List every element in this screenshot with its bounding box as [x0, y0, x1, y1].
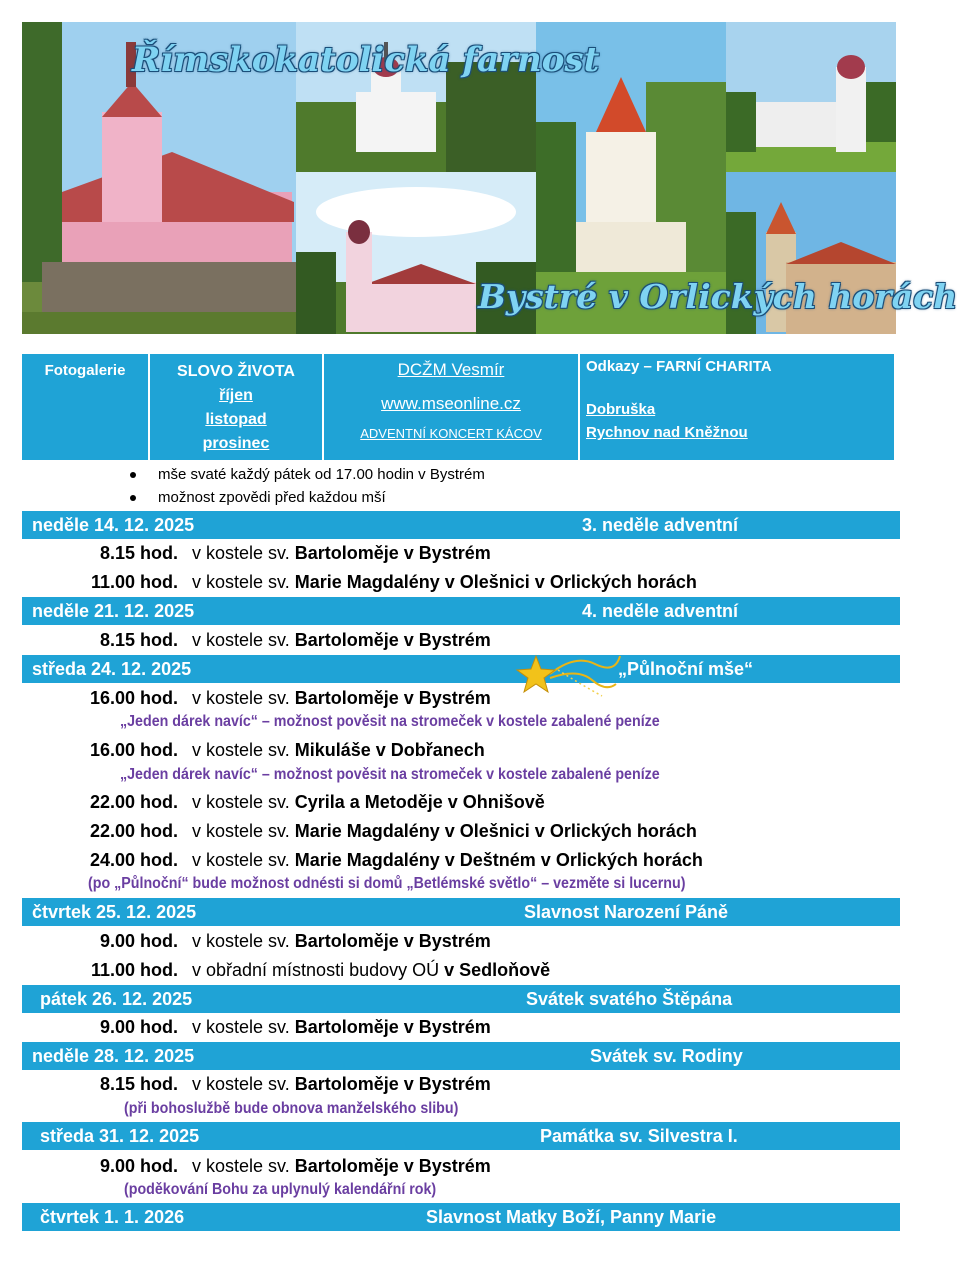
day-feast: 4. neděle adventní — [582, 601, 739, 621]
mass-place: v kostele sv. Bartoloměje v Bystrém — [192, 630, 491, 650]
fotogalerie-link[interactable]: Fotogalerie — [44, 362, 126, 379]
nav-cell-fotogalerie — [22, 354, 148, 460]
mass-time: 16.00 hod. — [89, 688, 178, 708]
mass-place: v kostele sv. Bartoloměje v Bystrém — [192, 1156, 491, 1176]
list-item — [130, 486, 485, 509]
day-header — [22, 898, 900, 926]
mass-row — [0, 818, 900, 846]
day-header — [22, 511, 900, 539]
day-date: neděle 28. 12. 2025 — [32, 1046, 195, 1066]
dczm-vesmir-link[interactable]: DCŽM Vesmír — [397, 360, 505, 379]
mass-time: 9.00 hod. — [99, 1017, 178, 1037]
mass-place: v kostele sv. Marie Magdalény v Olešnici v Orlických horách — [192, 572, 697, 592]
day-feast: 3. neděle adventní — [582, 515, 739, 535]
mass-place: v kostele sv. Bartoloměje v Bystrém — [192, 688, 491, 708]
mass-row — [0, 1153, 900, 1181]
mass-place: v kostele sv. Bartoloměje v Bystrém — [192, 1017, 491, 1037]
day-feast: Svátek svatého Štěpána — [526, 989, 733, 1009]
mass-time: 11.00 hod. — [90, 960, 178, 980]
month-link-listopad[interactable]: listopad — [205, 411, 267, 428]
info-bullets — [130, 463, 485, 509]
bullet-icon — [130, 495, 136, 501]
mass-row — [0, 847, 900, 875]
day-date: neděle 21. 12. 2025 — [32, 601, 195, 621]
slovo-zivota-label: SLOVO ŽIVOTA — [177, 363, 295, 380]
mass-place: v kostele sv. Bartoloměje v Bystrém — [192, 543, 491, 563]
nav-cell-charita — [580, 354, 894, 460]
mass-time: 8.15 hod. — [99, 1074, 178, 1094]
mass-note: (při bohoslužbě bude obnova manželského slibu) — [124, 1100, 459, 1117]
day-date: neděle 14. 12. 2025 — [32, 515, 195, 535]
mass-row — [0, 1014, 900, 1042]
parish-title: Římskokatolická farnost — [132, 40, 600, 80]
mass-row — [0, 569, 900, 597]
mass-row — [0, 737, 900, 765]
dobruska-link[interactable]: Dobruška — [586, 401, 656, 418]
day-feast: Svátek sv. Rodiny — [590, 1046, 743, 1066]
mass-note: (po „Půlnoční“ bude možnost odnésti si domů „Betlémské světlo“ – vezměte si lucernu) — [88, 875, 686, 892]
day-feast: Slavnost Narození Páně — [524, 902, 729, 922]
mass-row — [0, 1071, 900, 1099]
mass-place: v obřadní místnosti budovy OÚ v Sedloňově — [192, 960, 551, 980]
mass-row — [0, 540, 900, 568]
mass-row — [0, 957, 900, 985]
mass-row — [0, 685, 900, 713]
mass-note: (poděkování Bohu za uplynulý kalendářní rok) — [124, 1181, 437, 1198]
mass-note: „Jeden dárek navíc“ – možnost pověsit na stromeček v kostele zabalené peníze — [120, 766, 660, 783]
mass-time: 9.00 hod. — [99, 1156, 178, 1176]
list-item — [130, 463, 485, 486]
mass-time: 11.00 hod. — [90, 572, 178, 592]
day-date: čtvrtek 25. 12. 2025 — [32, 902, 197, 922]
day-date: středa 31. 12. 2025 — [40, 1126, 200, 1146]
mass-place: v kostele sv. Bartoloměje v Bystrém — [192, 1074, 491, 1094]
mass-row — [0, 627, 900, 655]
mass-row — [0, 789, 900, 817]
mass-place: v kostele sv. Cyrila a Metoděje v Ohnišově — [192, 792, 545, 812]
bullet-text: mše svaté každý pátek od 17.00 hodin v Bystrém — [158, 466, 485, 483]
day-header — [22, 597, 900, 625]
mass-time: 22.00 hod. — [89, 792, 178, 812]
month-link-prosinec[interactable]: prosinec — [202, 435, 270, 452]
day-header — [22, 985, 900, 1013]
day-header — [22, 1203, 900, 1231]
day-feast: Památka sv. Silvestra I. — [540, 1126, 738, 1146]
mass-time: 8.15 hod. — [99, 543, 178, 563]
day-date: čtvrtek 1. 1. 2026 — [40, 1207, 185, 1227]
day-date: středa 24. 12. 2025 — [32, 659, 192, 679]
month-link-rijen[interactable]: říjen — [219, 387, 253, 404]
nav-table — [22, 354, 894, 460]
parish-location: Bystré v Orlických horách — [478, 277, 957, 316]
rychnov-link[interactable]: Rychnov nad Kněžnou — [586, 424, 748, 441]
mass-place: v kostele sv. Bartoloměje v Bystrém — [192, 931, 491, 951]
mseonline-link[interactable]: www.mseonline.cz — [381, 394, 521, 413]
day-date: pátek 26. 12. 2025 — [40, 989, 193, 1009]
odkazy-label: Odkazy – FARNÍ CHARITA — [586, 358, 772, 375]
mass-row — [0, 928, 900, 956]
nav-cell-slovo-zivota — [150, 354, 322, 460]
nav-cell-links — [324, 354, 578, 460]
day-header — [22, 655, 900, 683]
mass-note: „Jeden dárek navíc“ – možnost pověsit na stromeček v kostele zabalené peníze — [120, 713, 660, 730]
church-photo-5 — [726, 22, 896, 172]
day-feast: „Půlnoční mše“ — [618, 659, 754, 679]
mass-time: 9.00 hod. — [99, 931, 178, 951]
mass-time: 8.15 hod. — [99, 630, 178, 650]
mass-place: v kostele sv. Mikuláše v Dobřanech — [192, 740, 485, 760]
mass-time: 22.00 hod. — [89, 821, 178, 841]
day-header — [22, 1122, 900, 1150]
header-collage — [22, 22, 957, 334]
day-header — [22, 1042, 900, 1070]
mass-place: v kostele sv. Marie Magdalény v Olešnici v Orlických horách — [192, 821, 697, 841]
advent-concert-link[interactable]: ADVENTNÍ KONCERT KÁCOV — [360, 426, 542, 441]
mass-time: 16.00 hod. — [89, 740, 178, 760]
day-feast: Slavnost Matky Boží, Panny Marie — [426, 1207, 717, 1227]
mass-place: v kostele sv. Marie Magdalény v Deštném v Orlických horách — [192, 850, 703, 870]
bullet-icon — [130, 472, 136, 478]
mass-time: 24.00 hod. — [89, 850, 178, 870]
bullet-text: možnost zpovědi před každou mší — [158, 489, 386, 506]
